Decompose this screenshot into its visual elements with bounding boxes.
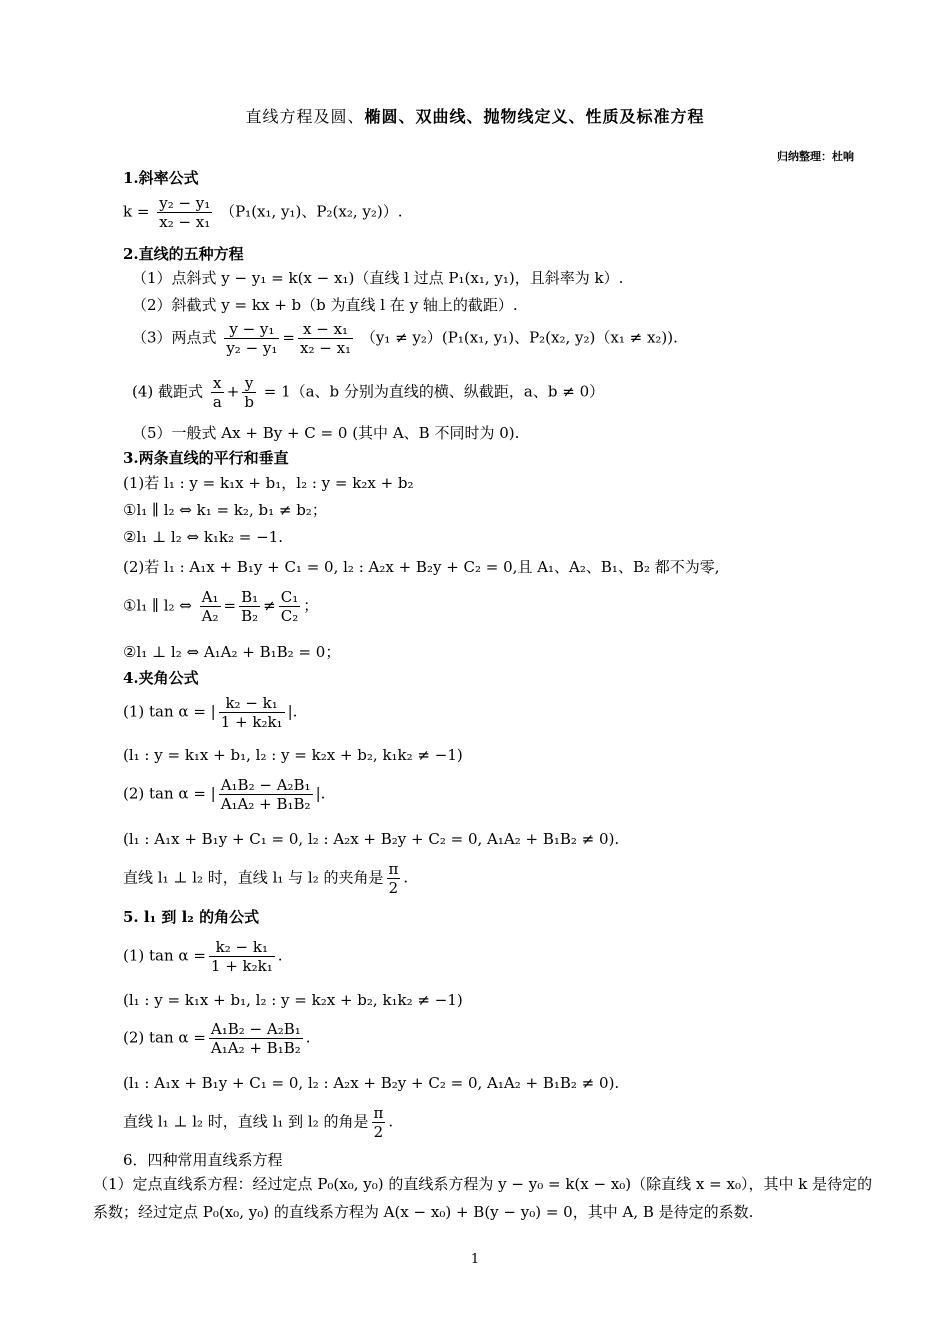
condition: （y₁ ≠ y₂）(P₁(x₁, y₁)、P₂(x₂, y₂)（x₁ ≠ x₂)).: [360, 328, 678, 347]
frac: [298, 320, 353, 357]
to-angle-cond-1: (l₁ : y = k₁x + b₁, l₂ : y = k₂x + b₂, k₁k₂ ≠ −1): [123, 991, 463, 1009]
two-point-form: （3）两点式 $\frac{\text{y − y₁}}{\text{y₂ − y₁}}$ = $\frac{\text{x − x₁}}{\text{x₂ − x₁}}$ （y₁ ≠ y₂）(P₁(x₁, y₁)、P₂(x₂, y₂)（x₁ ≠ x₂)).: [132, 320, 678, 357]
frac: [219, 694, 285, 731]
frac-num: A₁B₂ − A₂B₁: [220, 776, 311, 794]
perp-cond-2: ②l₁ ⊥ l₂ ⇔ A₁A₂ + B₁B₂ = 0；: [123, 643, 341, 661]
parallel-cond-1: ①l₁ ∥ l₂ ⇔ k₁ = k₂, b₁ ≠ b₂；: [123, 501, 327, 519]
frac-num: y: [242, 374, 256, 393]
frac: [224, 320, 279, 357]
label: （3）两点式: [132, 328, 217, 347]
suffix: |.: [315, 784, 326, 803]
page-title: [0, 104, 950, 127]
angle-formula-1: [123, 694, 297, 731]
frac-num: A₁: [201, 588, 219, 606]
frac: [372, 1104, 386, 1141]
frac-den: A₁A₂ + B₁B₂: [210, 1039, 301, 1057]
frac: [211, 374, 224, 411]
parallel-case-2: (2)若 l₁ : A₁x + B₁y + C₁ = 0, l₂ : A₂x + B₂y + C₂ = 0,且 A₁、A₂、B₁、B₂ 都不为零,: [123, 558, 720, 576]
angle-perp-note: 直线 l₁ ⊥ l₂ 时，直线 l₁ 与 l₂ 的夹角是 $\frac{\pi}{2}$ .: [123, 860, 409, 897]
slope-points: （P₁(x₁, y₁)、P₂(x₂, y₂)）.: [220, 202, 403, 221]
frac-num: π: [373, 1104, 384, 1122]
frac-num: k₂ − k₁: [209, 938, 275, 957]
point-slope-form: （1）点斜式 y − y₁ = k(x − x₁)（直线 l 过点 P₁(x₁, y₁)，且斜率为 k）.: [132, 269, 624, 287]
condition: = 1（a、b 分别为直线的横、纵截距，a、b ≠ 0）: [263, 382, 605, 401]
frac-den: 2: [388, 879, 399, 897]
frac-den: 2: [373, 1123, 384, 1141]
frac-den: 1 + k₂k₁: [210, 957, 273, 975]
label: (1) tan α = |: [123, 702, 216, 721]
frac: [279, 588, 301, 625]
frac: [209, 1020, 303, 1057]
author-credit: 归纳整理：杜响: [777, 150, 854, 163]
angle-formula-2: [123, 776, 325, 813]
frac-num: y₂ − y₁: [159, 194, 211, 212]
frac-den: B₂: [241, 607, 259, 625]
frac-den: C₂: [280, 607, 299, 625]
parallel-cond-2: ①l₁ ∥ l₂ ⇔ $\frac{\text{A₁}}{\text{A₂}}$ = $\frac{\text{B₁}}{\text{B₂}}$ ≠ $\frac{\text{C₁}}{\text{C₂}}$ ；: [123, 588, 319, 625]
to-angle-cond-2: (l₁ : A₁x + B₁y + C₁ = 0, l₂ : A₂x + B₂y + C₂ = 0, A₁A₂ + B₁B₂ ≠ 0).: [123, 1074, 620, 1092]
frac: [200, 588, 221, 625]
to-angle-formula-1: (1) tan α = $\frac{\text{k₂ − k₁}}{\text{1 + k₂k₁}}$ .: [123, 938, 283, 975]
label: (2) tan α = |: [123, 784, 216, 803]
general-form: （5）一般式 Ax + By + C = 0 (其中 A、B 不同时为 0).: [132, 424, 520, 442]
to-angle-perp-note: 直线 l₁ ⊥ l₂ 时，直线 l₁ 到 l₂ 的角是 $\frac{\pi}{2}$ .: [123, 1104, 394, 1141]
angle-cond-1: (l₁ : y = k₁x + b₁, l₂ : y = k₂x + b₂, k₁k₂ ≠ −1): [123, 746, 463, 764]
frac-num: x − x₁: [298, 320, 353, 339]
section-6-heading: 6．四种常用直线系方程: [123, 1151, 283, 1169]
frac-den: x₂ − x₁: [300, 339, 352, 357]
section-3-heading: 3.两条直线的平行和垂直: [123, 449, 289, 467]
label: 直线 l₁ ⊥ l₂ 时，直线 l₁ 到 l₂ 的角是: [123, 1112, 369, 1131]
suffix: |.: [287, 702, 298, 721]
frac-num: C₁: [280, 588, 299, 606]
frac-num: B₁: [241, 588, 259, 606]
frac-num: k₂ − k₁: [219, 694, 285, 713]
slope-fraction: [157, 194, 212, 231]
frac-den: y₂ − y₁: [226, 339, 278, 357]
title-part-b: 椭圆、双曲线、抛物线定义、性质及标准方程: [364, 107, 705, 126]
frac-den: b: [244, 393, 254, 411]
frac-num: A₁B₂ − A₂B₁: [210, 1020, 301, 1038]
label: (1) tan α =: [123, 946, 206, 965]
section-4-heading: 4.夹角公式: [123, 669, 199, 687]
label: (4) 截距式: [132, 382, 204, 401]
page-number: 1: [470, 1252, 480, 1267]
frac-den: A₁A₂ + B₁B₂: [220, 795, 311, 813]
perp-cond-1: ②l₁ ⊥ l₂ ⇔ k₁k₂ = −1.: [123, 528, 284, 546]
section-2-heading: 2.直线的五种方程: [123, 245, 244, 263]
frac: [209, 938, 275, 975]
frac: [387, 860, 401, 897]
frac-den: a: [212, 393, 222, 411]
parallel-case-1: (1)若 l₁ : y = k₁x + b₁，l₂ : y = k₂x + b₂: [123, 474, 414, 492]
title-part-a: 直线方程及圆、: [245, 107, 365, 126]
slope-k: k =: [123, 202, 150, 221]
frac-num: y − y₁: [224, 320, 279, 339]
section-1-heading: 1.斜率公式: [123, 169, 199, 187]
label: (2) tan α =: [123, 1028, 206, 1047]
frac-num: x: [211, 374, 224, 393]
label: 直线 l₁ ⊥ l₂ 时，直线 l₁ 与 l₂ 的夹角是: [123, 868, 384, 887]
slope-formula: [123, 194, 402, 231]
frac: [242, 374, 256, 411]
frac: [219, 776, 313, 813]
frac: [239, 588, 260, 625]
line-system-paragraph: （1）定点直线系方程：经过定点 P₀(x₀, y₀) 的直线系方程为 y − y₀ = k(x − x₀)（除直线 x = x₀），其中 k 是待定的系数；经过定点 P₀(x₀, y₀) 的直线系方程为 A(x − x₀) + B(y − y₀) = 0，其中 A, B 是待定的系数.: [93, 1175, 873, 1221]
angle-cond-2: (l₁ : A₁x + B₁y + C₁ = 0, l₂ : A₂x + B₂y + C₂ = 0, A₁A₂ + B₁B₂ ≠ 0).: [123, 830, 620, 848]
frac-den: x₂ − x₁: [159, 213, 211, 231]
frac-num: π: [388, 860, 399, 878]
frac-den: 1 + k₂k₁: [220, 713, 283, 731]
intercept-form: (4) 截距式 $\frac{x}{a}$ + $\frac{y}{b}$ = 1（a、b 分别为直线的横、纵截距，a、b ≠ 0）: [132, 374, 605, 411]
slope-intercept-form: （2）斜截式 y = kx + b（b 为直线 l 在 y 轴上的截距）.: [132, 296, 518, 314]
label: ①l₁ ∥ l₂ ⇔: [123, 596, 192, 615]
frac-den: A₂: [201, 607, 219, 625]
section-5-heading: 5. l₁ 到 l₂ 的角公式: [123, 908, 260, 926]
to-angle-formula-2: (2) tan α = $\frac{\text{A₁B₂ − A₂B₁}}{\text{A₁A₂ + B₁B₂}}$ .: [123, 1020, 311, 1057]
